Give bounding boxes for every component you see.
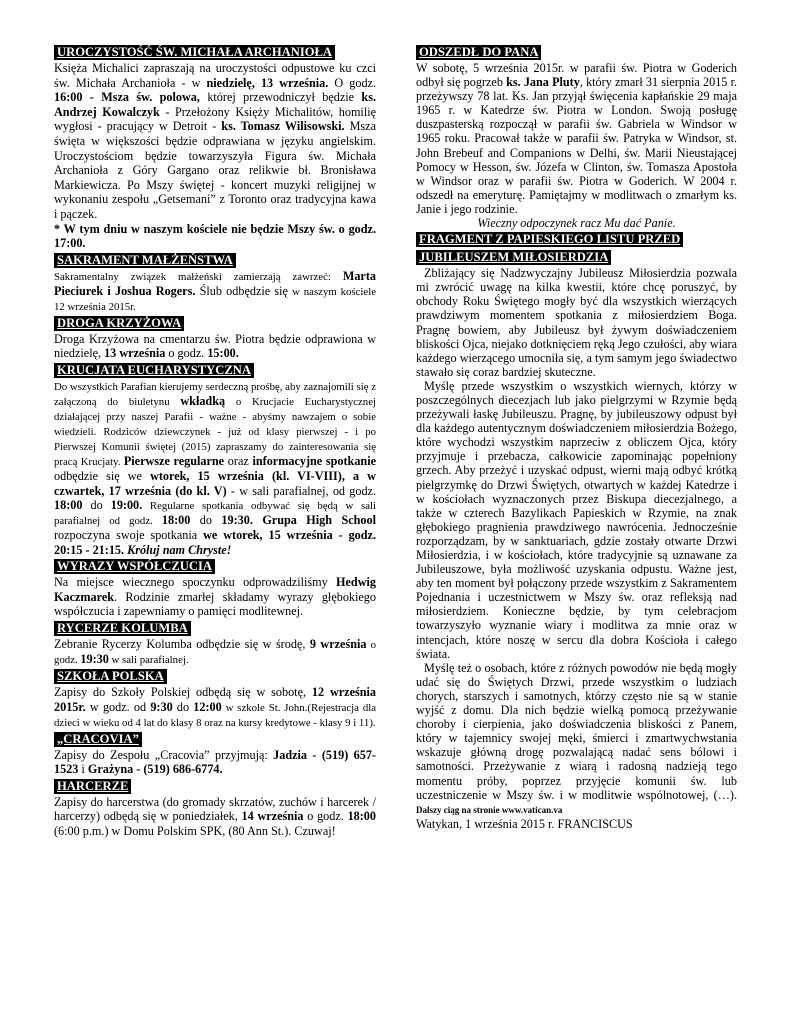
section-heading: SAKRAMENT MAŁŻEŃSTWA: [54, 253, 236, 268]
signature-line: Watykan, 1 września 2015 r. FRANCISCUS: [416, 816, 633, 831]
section-heading: UROCZYSTOŚĆ ŚW. MICHAŁA ARCHANIOŁA: [54, 45, 335, 60]
section-body: Zebranie Rycerzy Kolumba odbędzie się w środę, 9 września o godz. 19:30 w sali parafialnej.: [54, 637, 376, 667]
section-heading-line2: JUBILEUSZEM MIŁOSIERDZIA: [416, 250, 611, 265]
section-obituary: [416, 43, 737, 230]
section-polish-school: [54, 667, 376, 730]
section-body: Zapisy do harcerstwa (do gromady skrzatów, zuchów i harcerek / harcerzy) odbędą się w poniedziałek, 14 września o godz. 18:00 (6:00 p.m.) w Domu Polskim SPK, (80 Ann St.). Czuwaj!: [54, 794, 376, 839]
section-heading: WYRAZY WSPÓŁCZUCIA: [54, 559, 215, 574]
mass-note: * W tym dniu w naszym kościele nie będzie Mszy św. o godz. 17:00.: [54, 221, 376, 251]
section-body: Zapisy do Szkoły Polskiej odbędą się w sobotę, 12 września 2015r. w godz. od 9:30 do 12:00 w szkole St. John.(Rejestracja dla dzieci w wieku od 4 lat do klasy 8 oraz na kursy kredytowe - klasy 9 i 11).: [54, 685, 377, 729]
section-way-of-cross: [54, 314, 376, 361]
section-michal: [54, 43, 376, 251]
section-cracovia: [54, 730, 376, 777]
section-body: Zapisy do Zespołu „Cracovia” przyjmują: Jadzia - (519) 657-1523 i Grażyna - (519) 686-6774.: [54, 747, 376, 777]
section-wedding: [54, 251, 376, 314]
section-body: Na miejsce wiecznego spoczynku odprowadziliśmy Hedwig Kaczmarek. Rodzinie zmarłej składamy wyrazy głębokiego współczucia i zapewniamy o pamięci modlitewnej.: [54, 575, 376, 619]
section-crusade: [54, 361, 376, 557]
section-body: Sakramentalny związek małżeński zamierzają zawrzeć: Marta Pieciurek i Joshua Rogers. Ślub odbędzie się w naszym kościele 12 września 2015r.: [54, 268, 376, 313]
section-heading: SZKOŁA POLSKA: [54, 669, 167, 684]
section-scouts: [54, 777, 376, 839]
left-column: [54, 43, 376, 839]
right-column: [416, 43, 737, 831]
paragraph-3: Myślę też o osobach, które z różnych powodów nie będą mogły udać się do Świętych Drzwi, przede wszystkim o ludziach chorych, starszych i samotnych, którzy często nie są w stanie wyjść z domu. Dla nich będzie wielką pomocą przeżywanie choroby i cierpienia, jako doświadczenia bliskości z Panem, który w tajemnicy swojej męki, śmierci i zmartwychwstania wskazuje główną drogę pozwalającą nadać sens bólowi i samotności. Przeżywanie z wiarą i radosną nadzieją tego momentu próby, poprzez przyjęcie komunii św. lub uczestniczenie w Mszy św. i w modlitwie wspólnotowej, (…). Dalszy ciąg na stronie www.vatican.va: [416, 660, 737, 815]
section-heading: KRUCJATA EUCHARYSTYCZNA: [54, 363, 254, 378]
section-body: W sobotę, 5 września 2015r. w parafii św. Piotra w Goderich odbył się pogrzeb ks. Jana Pluty, który zmarł 31 sierpnia 2015 r. przeżywszy 78 lat. Ks. Jan przyjął święcenia kapłańskie 29 maja 1965 r. w Katedrze św. Piotra w London. Swoją posługę duszpasterską rozpoczął w parafii św. Gabriela w Windsor w 1965 roku. Pracował także w parafii św. Patryka w Windsor, st. John Brebeuf and Companions w Delhi, św. Marii Nieustającej Pomocy w Hesson, św. Józefa w Clinton, św. Tomasza Apostoła w Windsor oraz w parafii św. Piotra w Goderich. W 2004 r. odszedł na emeryturę. Pamiętajmy w modlitwach o zmarłym ks. Janie i jego rodzinie.: [416, 61, 737, 216]
section-heading: DROGA KRZYŻOWA: [54, 316, 184, 331]
section-heading: „CRACOVIA”: [54, 732, 142, 747]
section-heading: HARCERZE: [54, 779, 131, 794]
section-condolences: [54, 557, 376, 619]
paragraph-1: Zbliżający się Nadzwyczajny Jubileusz Miłosierdzia pozwala mi zwrócić uwagę na kilka kwestii, które chcę poruszyć, by obchody Roku Świętego mogły być dla wszystkich wierzących prawdziwym momentem spotkania z miłosierdziem Boga. Pragnę bowiem, aby Jubileusz był żywym doświadczeniem bliskości Ojca, niejako dotknięciem ręką Jego czułości, aby wiara każdego wierzącego umocniła się, a tym samym jego świadectwo stawało się coraz bardziej skuteczne.: [416, 266, 737, 379]
section-body: Droga Krzyżowa na cmentarzu św. Piotra będzie odprawiona w niedzielę, 13 września o godz. 15:00.: [54, 331, 376, 361]
prayer-line: Wieczny odpoczynek racz Mu dać Panie.: [477, 216, 676, 231]
section-knights: [54, 619, 376, 667]
section-body: Księża Michalici zapraszają na uroczystości odpustowe ku czci św. Michała Archanioła - w niedzielę, 13 września. O godz. 16:00 - Msza św. polowa, której przewodniczył będzie ks. Andrzej Kowalczyk - Przełożony Księży Michalitów, homilię wygłosi - pracujący w Detroit - ks. Tomasz Wilisowski. Msza święta w większości będzie odprawiana w języku angielskim. Uroczystościom będzie towarzyszyła Figura św. Michała Archanioła z Góry Gargano oraz relikwie bł. Bronisława Markiewicza. Po Mszy świętej - koncert muzyki religijnej w wykonaniu zespołu „Getsemani” z Toronto oraz tradycyjna kawa i pączek.: [54, 61, 376, 221]
section-heading: ODSZEDŁ DO PANA: [416, 45, 541, 60]
section-heading: FRAGMENT Z PAPIESKIEGO LISTU PRZED: [416, 232, 683, 247]
paragraph-2: Myślę przede wszystkim o wszystkich wiernych, którzy w poszczególnych diecezjach lub jako pielgrzymi w Rzymie będą przeżywali łaskę Jubileuszu. Pragnę, by jubileuszowy odpust był dla każdego autentycznym doświadczeniem miłosierdzia Bożego, które wychodzi wszystkim naprzeciw z obliczem Ojca, który przyjmuje i przebacza, całkowicie zapominając popełniony grzech. Aby przeżyć i uzyskać odpust, wierni mają odbyć krótką pielgrzymkę do Drzwi Świętych, otwartych w każdej Katedrze i w kościołach wyznaczonych przez Biskupa diecezjalnego, a także w czterech Bazylikach Papieskich w Rzymie, na znak głębokiego pragnienia prawdziwego nawrócenia. Jednocześnie rozporządzam, by w sanktuariach, gdzie zostały otwarte Drzwi Miłosierdzia, i w kościołach, które tradycyjnie są uznawane za Jubileuszowe, była możliwość uzyskania odpustu. Ważne jest, aby ten moment był połączony przede wszystkim z Sakramentem Pojednania i uczestnictwem w Mszy św. oraz refleksją nad miłosierdziem. Konieczne będzie, by tym celebracjom towarzyszyło wyznanie wiary i modlitwa za mnie oraz w intencjach, które noszę w sercu dla dobra Kościoła i całego świata.: [416, 378, 737, 661]
section-papal-letter: [416, 230, 737, 831]
section-body: Do wszystkich Parafian kierujemy serdeczną prośbę, aby zaznajomili się z załączoną do biuletynu wkładką o Krucjacie Eucharystycznej działającej przy naszej Parafii - ważne - abyśmy nawzajem o sobie wiedzieli. Rodziców dziewczynek - już od klasy pierwszej - i po Pierwszej Komunii świętej (2015) zapraszamy do zainteresowania się pracą Krucjaty. Pierwsze regularne oraz informacyjne spotkanie odbędzie się we wtorek, 15 września (kl. VI-VIII), a w czwartek, 17 września (do kl. V) - w sali parafialnej, od godz. 18:00 do 19:00. Regularne spotkania odbywać się będą w sali parafialnej od godz. 18:00 do 19:30. Grupa High School rozpoczyna swoje spotkania we wtorek, 15 września - godz. 20:15 - 21:15. Króluj nam Chryste!: [54, 380, 377, 557]
section-heading: RYCERZE KOLUMBA: [54, 621, 191, 636]
continuation-link: Dalszy ciąg na stronie www.vatican.va: [416, 804, 563, 815]
